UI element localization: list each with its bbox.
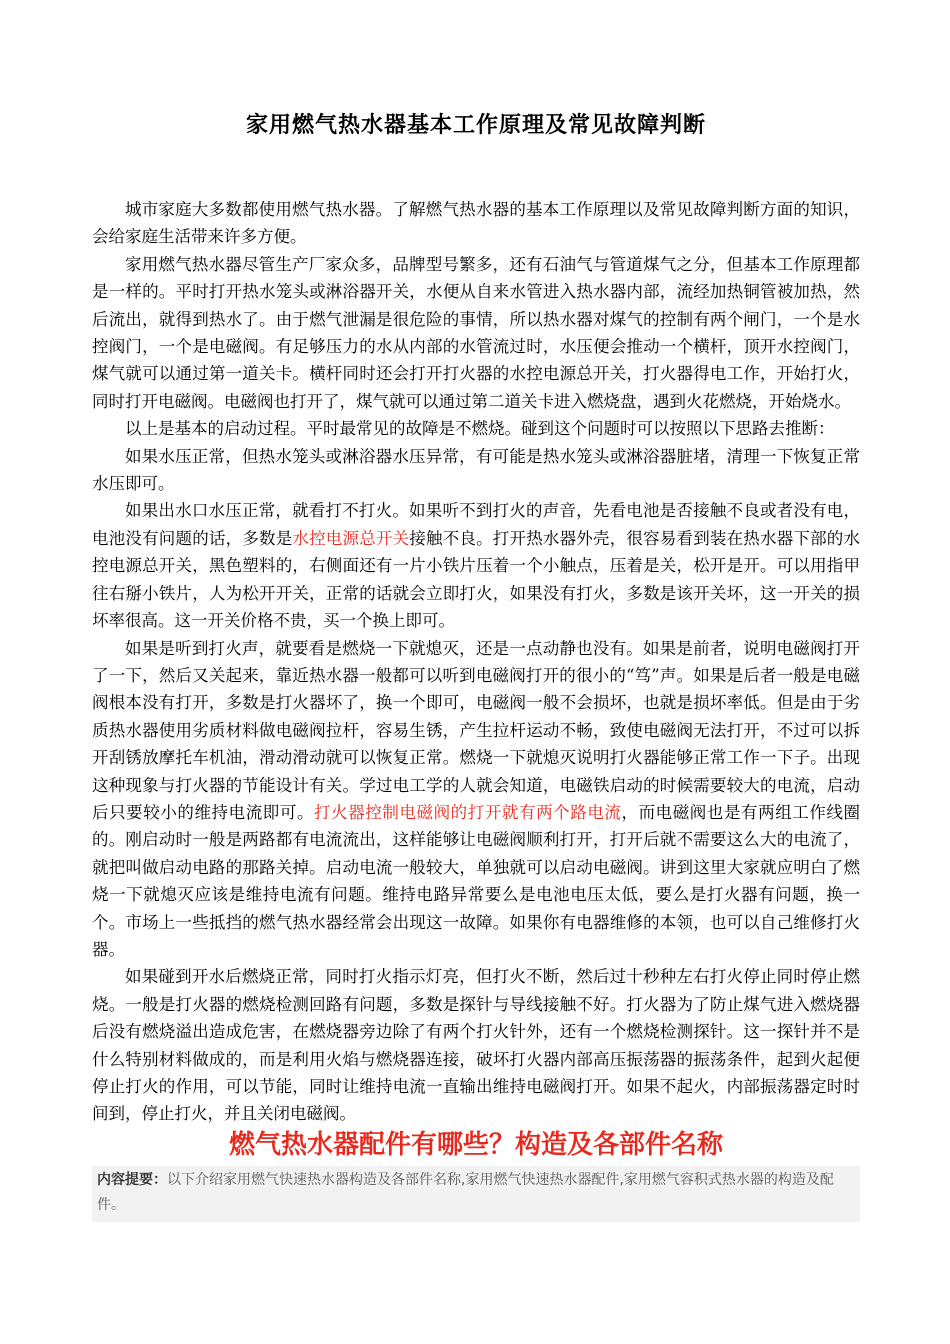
summary-text: 以下介绍家用燃气快速热水器构造及各部件名称,家用燃气快速热水器配件,家用燃气容积式热水器的构造及配件。 xyxy=(97,1172,834,1213)
summary-box xyxy=(92,1166,860,1222)
paragraph-intro: 城市家庭大多数都使用燃气热水器。了解燃气热水器的基本工作原理以及常见故障判断方面的知识，会给家庭生活带来许多方便。 xyxy=(92,200,860,247)
paragraph-water-pressure: 如果水压正常，但热水笼头或淋浴器水压异常，有可能是热水笼头或淋浴器脏堵，清理一下恢复正常水压即可。 xyxy=(92,446,860,494)
highlight-text: 打火器控制电磁阀的打开就有两个路电流 xyxy=(314,802,622,822)
paragraph-text: 如果出水口水压正常，就看打不打火。如果听不到打火的声音，先看电池是否接触不良或者没有电，电池没有问题的话，多数是 xyxy=(92,501,860,548)
section-heading: 燃气热水器配件有哪些？构造及各部件名称 xyxy=(228,1130,723,1160)
paragraph-flame-out xyxy=(92,635,860,964)
paragraph-text: ，而电磁阀也是有两组工作线圈的。刚启动时一般是两路都有电流流出，这样能够让电磁阀顺利打开，打开后就不需要这么大的电流了，就把叫做启动电路的那路关掉。启动电流一般较大，单独就可以启动电磁阀。讲到这里大家就应明白了燃烧一下就熄灭应该是维持电流有问题。维持电路异常要么是电池电压太低，要么是打火器有问题，换一个。市场上一些抵挡的燃气热水器经常会出现这一故障。如果你有电器维修的本领，也可以自己维修打火器。 xyxy=(92,802,861,959)
document-body xyxy=(92,196,860,1128)
paragraph-principle: 家用燃气热水器尽管生产厂家众多，品牌型号繁多，还有石油气与管道煤气之分，但基本工作原理都是一样的。平时打开热水笼头或淋浴器开关，水便从自来水管进入热水器内部，流经加热铜管被加热，然后流出，就得到热水了。由于燃气泄漏是很危险的事情，所以热水器对煤气的控制有两个闸门，一个是水控阀门，一个是电磁阀。有足够压力的水从内部的水管流过时，水压便会推动一个横杆，顶开水控阀门，煤气就可以通过第一道关卡。横杆同时还会打开打火器的水控电源总开关，打火器得电工作，开始打火，同时打开电磁阀。电磁阀也打开了，煤气就可以通过第二道关卡进入燃烧盘，遇到火花燃烧，开始烧水。 xyxy=(92,254,860,411)
paragraph-no-ignition xyxy=(92,497,860,634)
paragraph-ignition-loop: 如果碰到开水后燃烧正常，同时打火指示灯亮，但打火不断，然后过十秒种左右打火停止同时停止燃烧。一般是打火器的燃烧检测回路有问题，多数是探针与导线接触不好。打火器为了防止煤气进入燃烧器后没有燃烧溢出造成危害，在燃烧器旁边除了有两个打火针外，还有一个燃烧检测探针。这一探针并不是什么特别材料做成的，而是利用火焰与燃烧器连接，破坏打火器内部高压振荡器的振荡条件，起到火起便停止打火的作用，可以节能，同时让维持电流一直输出维持电磁阀打开。如果不起火，内部振荡器定时时间到，停止打火，并且关闭电磁阀。 xyxy=(92,967,860,1124)
summary-label: 内容提要： xyxy=(97,1172,167,1188)
document-title: 家用燃气热水器基本工作原理及常见故障判断 xyxy=(245,112,706,138)
paragraph-text: 如果是听到打火声，就要看是燃烧一下就熄灭，还是一点动静也没有。如果是前者，说明电磁阀打开了一下，然后又关起来，靠近热水器一般都可以听到电磁阀打开的很小的“笃”声。如果是后者一般是电磁阀根本没有打开，多数是打火器坏了，换一个即可，电磁阀一般不会损坏，也就是损坏率低。但是由于劣质热水器使用劣质材料做电磁阀拉杆，容易生锈，产生拉杆运动不畅，致使电磁阀无法打开，不过可以拆开刮锈放摩托车机油，滑动滑动就可以恢复正常。燃烧一下就熄灭说明打火器能够正常工作一下子。出现这种现象与打火器的节能设计有关。学过电工学的人就会知道，电磁铁启动的时候需要较大的电流，启动后只要较小的维持电流即可。 xyxy=(92,638,860,822)
paragraph-common-fault: 以上是基本的启动过程。平时最常见的故障是不燃烧。碰到这个问题时可以按照以下思路去推断： xyxy=(125,419,835,439)
highlight-text: 水控电源总开关 xyxy=(292,528,410,548)
paragraph-text: 接触不良。打开热水器外壳，很容易看到装在热水器下部的水控电源总开关，黑色塑料的，右侧面还有一片小铁片压着一个小触点，压着是关，松开是开。可以用指甲往右掰小铁片，人为松开开关，正常的话就会立即打火，如果没有打火，多数是该开关坏，这一开关的损坏率很高。这一开关价格不贵，买一个换上即可。 xyxy=(92,528,861,631)
